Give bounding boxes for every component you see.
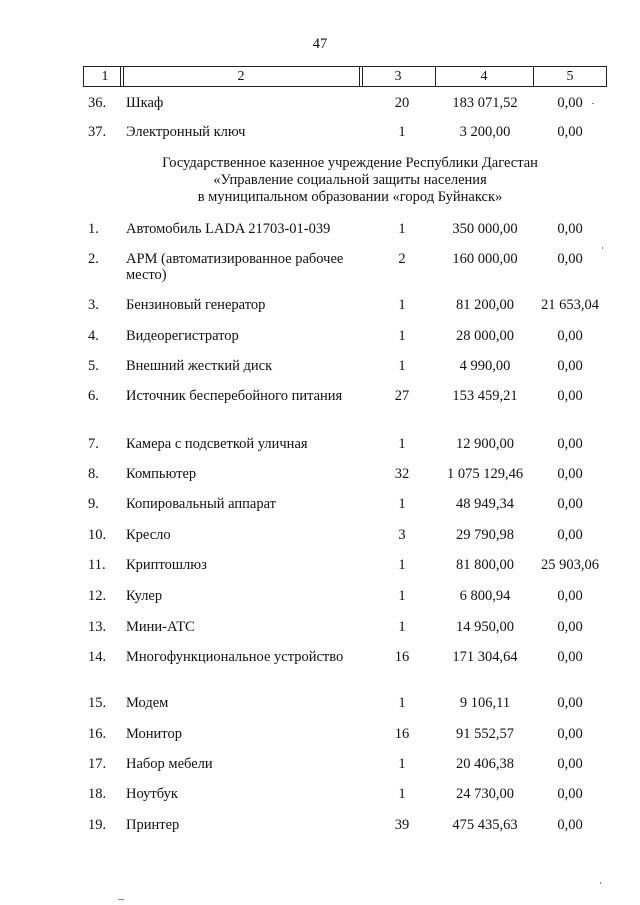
row-value: 0,00 bbox=[557, 527, 583, 543]
row-quantity: 1 bbox=[398, 358, 406, 374]
row-amount: 14 950,00 bbox=[456, 619, 514, 635]
row-name: Многофункциональное устройство bbox=[126, 649, 344, 665]
row-amount: 183 071,52 bbox=[452, 95, 518, 111]
row-value: 25 903,06 bbox=[541, 557, 599, 573]
row-value: 0,00 bbox=[557, 221, 583, 237]
row-value: 0,00 bbox=[557, 436, 583, 452]
row-value: 0,00 bbox=[557, 649, 583, 665]
row-amount: 171 304,64 bbox=[452, 649, 518, 665]
row-quantity: 1 bbox=[398, 221, 406, 237]
row-name: Внешний жесткий диск bbox=[126, 358, 273, 374]
header-divider bbox=[120, 67, 121, 86]
row-quantity: 2 bbox=[398, 251, 406, 267]
row-number: 19. bbox=[88, 817, 107, 833]
row-number: 3. bbox=[88, 297, 99, 313]
row-quantity: 1 bbox=[398, 557, 406, 573]
header-divider bbox=[83, 67, 84, 86]
row-number: 12. bbox=[88, 588, 107, 604]
row-number: 5. bbox=[88, 358, 99, 374]
row-quantity: 1 bbox=[398, 496, 406, 512]
row-value: 0,00 bbox=[557, 124, 583, 140]
row-quantity: 32 bbox=[394, 466, 410, 482]
row-number: 37. bbox=[88, 124, 107, 140]
row-quantity: 1 bbox=[398, 756, 406, 772]
scan-speck bbox=[602, 247, 603, 249]
row-name: Бензиновый генератор bbox=[126, 297, 266, 313]
row-value: 0,00 bbox=[557, 466, 583, 482]
scan-speck bbox=[600, 882, 601, 884]
row-quantity: 1 bbox=[398, 328, 406, 344]
row-amount: 1 075 129,46 bbox=[446, 466, 524, 482]
section-title-line: «Управление социальной защиты населения bbox=[213, 172, 487, 188]
scan-speck bbox=[118, 899, 124, 900]
row-name: Ноутбук bbox=[126, 786, 178, 802]
row-name: Электронный ключ bbox=[126, 124, 246, 140]
row-value: 0,00 bbox=[557, 95, 583, 111]
row-name: Принтер bbox=[126, 817, 180, 833]
row-quantity: 1 bbox=[398, 786, 406, 802]
row-quantity: 16 bbox=[394, 726, 410, 742]
row-value: 0,00 bbox=[557, 496, 583, 512]
section-title bbox=[100, 155, 600, 206]
row-value: 0,00 bbox=[557, 619, 583, 635]
row-amount: 350 000,00 bbox=[452, 221, 518, 237]
row-name: Источник бесперебойного питания bbox=[126, 388, 343, 404]
row-number: 17. bbox=[88, 756, 107, 772]
row-number: 36. bbox=[88, 95, 107, 111]
row-amount: 3 200,00 bbox=[459, 124, 511, 140]
row-amount: 160 000,00 bbox=[452, 251, 518, 267]
header-divider bbox=[359, 67, 360, 86]
row-number: 16. bbox=[88, 726, 107, 742]
row-amount: 6 800,94 bbox=[459, 588, 511, 604]
row-amount: 91 552,57 bbox=[456, 726, 514, 742]
row-name: Копировальный аппарат bbox=[126, 496, 277, 512]
row-number: 11. bbox=[88, 557, 106, 573]
row-name: Автомобиль LADA 21703-01-039 bbox=[126, 221, 331, 237]
row-quantity: 16 bbox=[394, 649, 410, 665]
header-col-4: 4 bbox=[480, 69, 488, 84]
row-value: 0,00 bbox=[557, 328, 583, 344]
row-quantity: 1 bbox=[398, 297, 406, 313]
page-number: 47 bbox=[312, 36, 328, 52]
header-col-1: 1 bbox=[101, 69, 109, 84]
header-col-3: 3 bbox=[394, 69, 402, 84]
header-col-5: 5 bbox=[566, 69, 574, 84]
row-name: Кресло bbox=[126, 527, 171, 543]
row-number: 14. bbox=[88, 649, 107, 665]
row-number: 2. bbox=[88, 251, 99, 267]
row-value: 0,00 bbox=[557, 251, 583, 267]
row-amount: 12 900,00 bbox=[456, 436, 514, 452]
row-quantity: 1 bbox=[398, 588, 406, 604]
row-name: АРМ (автоматизированное рабочее место) bbox=[126, 251, 344, 283]
row-name: Кулер bbox=[126, 588, 163, 604]
row-value: 0,00 bbox=[557, 786, 583, 802]
row-amount: 20 406,38 bbox=[456, 756, 514, 772]
row-number: 6. bbox=[88, 388, 99, 404]
row-name: Компьютер bbox=[126, 466, 197, 482]
row-quantity: 1 bbox=[398, 695, 406, 711]
row-value: 21 653,04 bbox=[541, 297, 599, 313]
section-title-line: в муниципальном образовании «город Буйнакск» bbox=[197, 189, 503, 205]
row-quantity: 39 bbox=[394, 817, 410, 833]
row-name: Камера с подсветкой уличная bbox=[126, 436, 308, 452]
row-value: 0,00 bbox=[557, 588, 583, 604]
row-value: 0,00 bbox=[557, 817, 583, 833]
header-divider bbox=[606, 67, 607, 86]
row-quantity: 1 bbox=[398, 436, 406, 452]
row-amount: 81 200,00 bbox=[456, 297, 514, 313]
row-number: 18. bbox=[88, 786, 107, 802]
row-value: 0,00 bbox=[557, 358, 583, 374]
row-amount: 9 106,11 bbox=[459, 695, 511, 711]
row-number: 15. bbox=[88, 695, 107, 711]
row-amount: 4 990,00 bbox=[459, 358, 511, 374]
row-quantity: 20 bbox=[394, 95, 410, 111]
row-name: Набор мебели bbox=[126, 756, 213, 772]
row-value: 0,00 bbox=[557, 726, 583, 742]
row-number: 4. bbox=[88, 328, 99, 344]
table-header bbox=[83, 66, 607, 87]
row-value: 0,00 bbox=[557, 695, 583, 711]
scan-speck bbox=[592, 103, 594, 104]
row-amount: 475 435,63 bbox=[452, 817, 518, 833]
row-amount: 28 000,00 bbox=[456, 328, 514, 344]
section-title-line: Государственное казенное учреждение Республики Дагестан bbox=[162, 155, 538, 171]
row-quantity: 1 bbox=[398, 124, 406, 140]
row-amount: 29 790,98 bbox=[456, 527, 514, 543]
row-name: Криптошлюз bbox=[126, 557, 207, 573]
row-amount: 153 459,21 bbox=[452, 388, 518, 404]
row-quantity: 27 bbox=[394, 388, 410, 404]
row-amount: 81 800,00 bbox=[456, 557, 514, 573]
row-number: 10. bbox=[88, 527, 107, 543]
row-number: 9. bbox=[88, 496, 99, 512]
header-col-2: 2 bbox=[237, 69, 245, 84]
row-number: 1. bbox=[88, 221, 99, 237]
row-value: 0,00 bbox=[557, 388, 583, 404]
row-name: Видеорегистратор bbox=[126, 328, 239, 344]
row-quantity: 1 bbox=[398, 619, 406, 635]
row-value: 0,00 bbox=[557, 756, 583, 772]
row-amount: 24 730,00 bbox=[456, 786, 514, 802]
row-number: 7. bbox=[88, 436, 99, 452]
row-number: 8. bbox=[88, 466, 99, 482]
row-name: Шкаф bbox=[126, 95, 164, 111]
row-number: 13. bbox=[88, 619, 107, 635]
row-quantity: 3 bbox=[398, 527, 406, 543]
row-name: Мини-АТС bbox=[126, 619, 195, 635]
row-amount: 48 949,34 bbox=[456, 496, 514, 512]
row-name: Модем bbox=[126, 695, 169, 711]
row-name: Монитор bbox=[126, 726, 182, 742]
